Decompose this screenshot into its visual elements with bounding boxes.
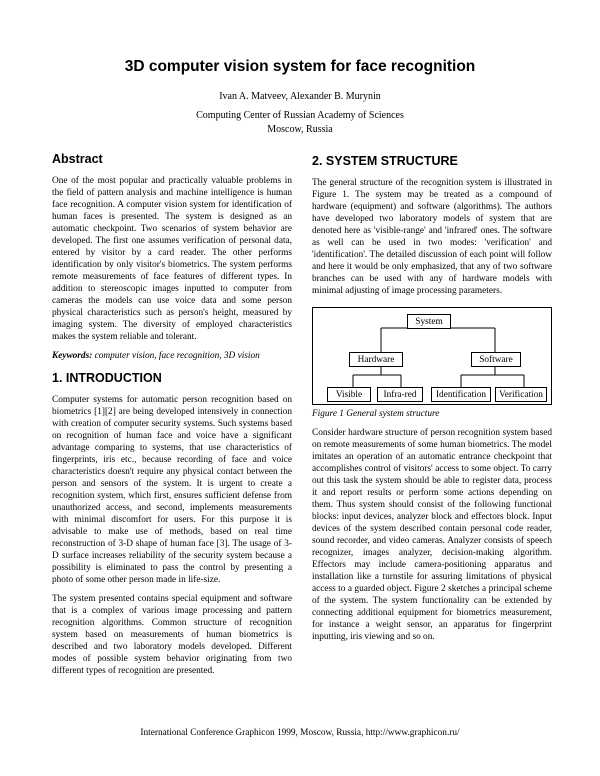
- node-infrared: Infra-red: [377, 387, 423, 402]
- keywords-label: Keywords:: [52, 351, 93, 361]
- figure-1-caption: Figure 1 General system structure: [312, 409, 440, 419]
- system-structure-heading: 2. SYSTEM STRUCTURE: [312, 154, 458, 168]
- system-structure-paragraph-2: Consider hardware structure of person recognition system based on remote measurements of some human biometrics. The model imitates an operation of an automatic entrance checkpoint that accomplishes control of visitors' access to some object. To carry out this task the system should be able to register data, process it and report results or perform some actions depending on them. Thus system should consist of the following functional blocks: input devices, analyzer block and effectors block. Input devices of the system described contain personal code reader, sound recorder, and video cameras. Analyzer consists of speech recognizer, images analyzer, decision-making algorithm. Effectors may include camera-positioning apparatus and installation like a turnstile for assuring limitations of physical access to a guarded object. Figure 2 sketches a principal scheme of the system. The system functionality can be extended by connecting additional equipment for biometrics measurement, for instance a weight sensor, an apparatus for fingerprint inputting, iris viewing and so on.: [312, 428, 552, 642]
- abstract-heading: Abstract: [52, 152, 103, 166]
- conference-footer: International Conference Graphicon 1999, Moscow, Russia, http://www.graphicon.ru/: [140, 728, 460, 738]
- node-visible: Visible: [327, 387, 371, 402]
- affiliation-institution: Computing Center of Russian Academy of Sciences: [196, 110, 404, 121]
- authors: Ivan A. Matveev, Alexander B. Murynin: [219, 91, 381, 102]
- node-software: Software: [471, 352, 521, 367]
- keywords-list: computer vision, face recognition, 3D vision: [94, 351, 260, 361]
- node-hardware: Hardware: [349, 352, 403, 367]
- introduction-heading: 1. INTRODUCTION: [52, 371, 162, 385]
- introduction-paragraph-1: Computer systems for automatic person recognition based on biometrics [1][2] are being developed intensively in connection with creation of computer security systems. Such systems based on recognition of human face and voice have a significant advantage comparing to systems, that use characteristics of fingerprints, iris etc., because recording of face and voice characteristics doesn't require any physical contact between the person and sensors of the system. It is urgent to create a recognition system, which first, ensures sufficient defense from unauthorized access, and second, implements measurements with minimal discomfort for users. For this purpose it is advisable to make use of methods, based on real time reconstruction of 3-D shape of human face [3]. The usage of 3-D surface increases reliability of the security system because a possibility is eliminated to pass the control by presenting a photo of some other person made in life-size.: [52, 395, 292, 585]
- figure-1-diagram: [312, 307, 552, 405]
- system-structure-paragraph-1: The general structure of the recognition system is illustrated in Figure 1. The system may be treated as a compound of hardware (equipment) and software (algorithms). The authors have developed two laboratory models of system that are denoted here as 'visible-range' and 'infrared' ones. The software as well can be used in two modes: 'verification' and 'identification'. The detailed discussion of each point will follow and here it would be only emphasized, that any of two software branches can be used with any of hardware models with minimal adjusting of image processing parameters.: [312, 178, 552, 296]
- affiliation-location: Moscow, Russia: [267, 124, 333, 135]
- introduction-paragraph-2: The system presented contains special equipment and software that is a complex of various image processing and pattern recognition algorithms. Common structure of recognition system based on measurements of human biometrics is described and two laboratory models developed. Different modes of possible system behavior originating from two different types of recognition are presented.: [52, 594, 292, 676]
- abstract-text: One of the most popular and practically valuable problems in the field of pattern analysis and machine intelligence is human face recognition. A computer vision system for identification of human faces is presented. The system is designed as an automatic checkpoint. Two scenarios of system behavior are developed. The first one assumes verification of personal data, entered by visitor by a card reader. The other performs identification by only visitor's biometrics. The system performs remote measurements of face features of different types. In addition to stereoscopic images inputted to computer from cameras the models can use voice data and some person physical characteristics such as person's height, measured by imaging system. The diversity of employed characteristics makes the system reliable and tolerant.: [52, 176, 292, 342]
- node-identification: Identification: [431, 387, 491, 402]
- node-verification: Verification: [495, 387, 547, 402]
- right-column: [312, 154, 552, 643]
- node-system: System: [407, 314, 451, 329]
- keywords: [52, 350, 292, 362]
- left-column: [52, 152, 292, 677]
- paper-title: 3D computer vision system for face recognition: [124, 58, 476, 75]
